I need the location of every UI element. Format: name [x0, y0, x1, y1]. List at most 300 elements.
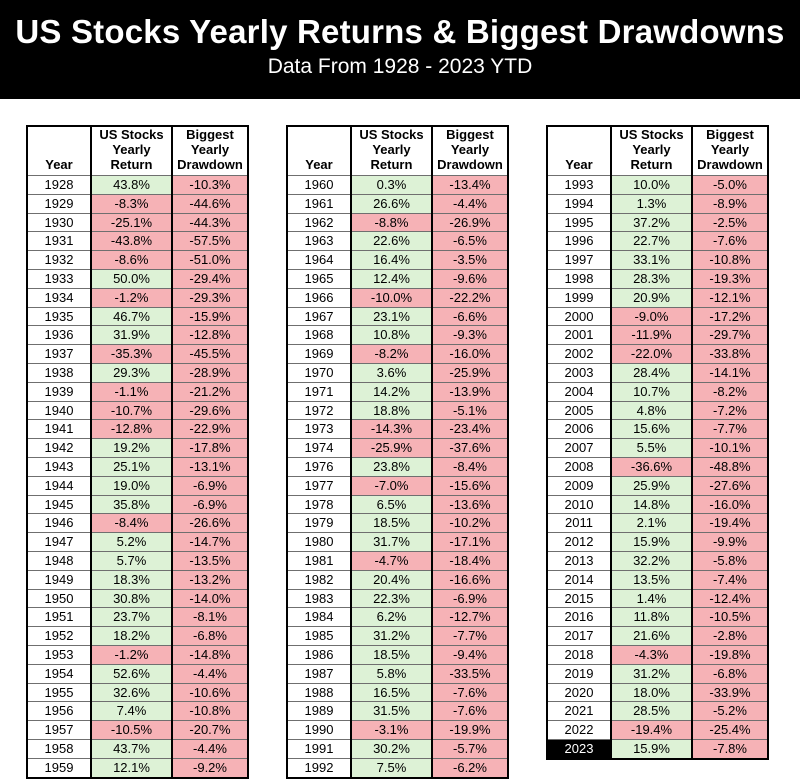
- drawdown-cell: -16.6%: [432, 570, 508, 589]
- return-cell: 23.1%: [351, 307, 432, 326]
- return-cell: 25.9%: [611, 476, 692, 495]
- drawdown-cell: -5.7%: [432, 739, 508, 758]
- year-cell: 1997: [547, 251, 611, 270]
- return-cell: 46.7%: [91, 307, 172, 326]
- year-cell: 1996: [547, 232, 611, 251]
- drawdown-cell: -33.5%: [432, 664, 508, 683]
- return-cell: -35.3%: [91, 345, 172, 364]
- return-cell: 18.2%: [91, 627, 172, 646]
- column-header: US Stocks Yearly Return: [611, 126, 692, 176]
- table-row: [287, 739, 508, 758]
- year-cell: 2013: [547, 551, 611, 570]
- table-row: [27, 721, 248, 740]
- return-cell: 15.6%: [611, 420, 692, 439]
- year-cell: 1999: [547, 288, 611, 307]
- year-cell: 2020: [547, 683, 611, 702]
- return-cell: 15.9%: [611, 739, 692, 758]
- return-cell: 25.1%: [91, 457, 172, 476]
- column-header: Biggest Yearly Drawdown: [172, 126, 248, 176]
- table-row: [27, 439, 248, 458]
- drawdown-cell: -10.2%: [432, 514, 508, 533]
- return-cell: -1.2%: [91, 288, 172, 307]
- table-row: [27, 495, 248, 514]
- return-cell: 52.6%: [91, 664, 172, 683]
- drawdown-cell: -10.3%: [172, 176, 248, 195]
- year-cell: 2001: [547, 326, 611, 345]
- year-cell: 1990: [287, 721, 351, 740]
- drawdown-cell: -48.8%: [692, 457, 768, 476]
- return-cell: 7.5%: [351, 758, 432, 777]
- table-row: [547, 551, 768, 570]
- drawdown-cell: -16.0%: [692, 495, 768, 514]
- year-cell: 1995: [547, 213, 611, 232]
- return-cell: -8.6%: [91, 251, 172, 270]
- header-row: [287, 126, 508, 176]
- drawdown-cell: -9.9%: [692, 533, 768, 552]
- return-cell: 18.0%: [611, 683, 692, 702]
- return-cell: -10.5%: [91, 721, 172, 740]
- year-cell: 2002: [547, 345, 611, 364]
- column-header: Year: [547, 126, 611, 176]
- table-row: [547, 382, 768, 401]
- table-row: [547, 570, 768, 589]
- year-cell: 1935: [27, 307, 91, 326]
- table-row: [287, 664, 508, 683]
- year-cell: 2016: [547, 608, 611, 627]
- year-cell: 1946: [27, 514, 91, 533]
- year-cell: 1971: [287, 382, 351, 401]
- year-cell: 1963: [287, 232, 351, 251]
- return-cell: -8.8%: [351, 213, 432, 232]
- return-cell: 5.2%: [91, 533, 172, 552]
- return-cell: 10.8%: [351, 326, 432, 345]
- return-cell: -25.9%: [351, 439, 432, 458]
- year-cell: 1955: [27, 683, 91, 702]
- return-cell: 31.9%: [91, 326, 172, 345]
- return-cell: -9.0%: [611, 307, 692, 326]
- year-cell: 1989: [287, 702, 351, 721]
- table-row: [547, 439, 768, 458]
- table-row: [547, 326, 768, 345]
- year-cell: 2018: [547, 645, 611, 664]
- drawdown-cell: -15.6%: [432, 476, 508, 495]
- year-cell: 1956: [27, 702, 91, 721]
- return-cell: -8.3%: [91, 194, 172, 213]
- year-cell: 1959: [27, 758, 91, 777]
- year-cell: 1933: [27, 269, 91, 288]
- table-row: [287, 645, 508, 664]
- year-cell: 1985: [287, 627, 351, 646]
- year-cell: 1954: [27, 664, 91, 683]
- drawdown-cell: -44.3%: [172, 213, 248, 232]
- return-cell: 5.8%: [351, 664, 432, 683]
- return-cell: 32.6%: [91, 683, 172, 702]
- year-cell: 2011: [547, 514, 611, 533]
- year-cell: 1957: [27, 721, 91, 740]
- table-row: [27, 739, 248, 758]
- return-cell: -3.1%: [351, 721, 432, 740]
- year-cell: 1940: [27, 401, 91, 420]
- year-cell: 1952: [27, 627, 91, 646]
- year-cell: 2023: [547, 739, 611, 758]
- drawdown-cell: -7.6%: [692, 232, 768, 251]
- return-cell: 43.7%: [91, 739, 172, 758]
- return-cell: -36.6%: [611, 457, 692, 476]
- year-cell: 1960: [287, 176, 351, 195]
- table-row: [547, 589, 768, 608]
- year-cell: 1991: [287, 739, 351, 758]
- return-cell: -12.8%: [91, 420, 172, 439]
- year-cell: 2000: [547, 307, 611, 326]
- drawdown-cell: -17.2%: [692, 307, 768, 326]
- return-cell: 26.6%: [351, 194, 432, 213]
- year-cell: 1943: [27, 457, 91, 476]
- table-row: [547, 232, 768, 251]
- column-header: Biggest Yearly Drawdown: [692, 126, 768, 176]
- title-banner: [0, 0, 800, 99]
- drawdown-cell: -13.4%: [432, 176, 508, 195]
- table-row: [27, 514, 248, 533]
- year-cell: 1993: [547, 176, 611, 195]
- table-row: [27, 269, 248, 288]
- drawdown-cell: -26.6%: [172, 514, 248, 533]
- year-cell: 2008: [547, 457, 611, 476]
- return-cell: 35.8%: [91, 495, 172, 514]
- table-row: [547, 514, 768, 533]
- return-cell: 14.2%: [351, 382, 432, 401]
- year-cell: 1948: [27, 551, 91, 570]
- return-cell: 31.2%: [611, 664, 692, 683]
- year-cell: 1988: [287, 683, 351, 702]
- table-row: [287, 608, 508, 627]
- return-cell: -8.2%: [351, 345, 432, 364]
- drawdown-cell: -12.1%: [692, 288, 768, 307]
- table-row: [287, 176, 508, 195]
- table-row: [287, 288, 508, 307]
- year-cell: 1962: [287, 213, 351, 232]
- return-cell: 20.9%: [611, 288, 692, 307]
- return-cell: 14.8%: [611, 495, 692, 514]
- drawdown-cell: -7.4%: [692, 570, 768, 589]
- year-cell: 1994: [547, 194, 611, 213]
- drawdown-cell: -10.8%: [172, 702, 248, 721]
- drawdown-cell: -14.8%: [172, 645, 248, 664]
- drawdown-cell: -19.9%: [432, 721, 508, 740]
- table-row: [547, 645, 768, 664]
- return-cell: 29.3%: [91, 363, 172, 382]
- drawdown-cell: -19.3%: [692, 269, 768, 288]
- return-cell: 5.7%: [91, 551, 172, 570]
- return-cell: -10.7%: [91, 401, 172, 420]
- return-cell: -43.8%: [91, 232, 172, 251]
- year-cell: 1968: [287, 326, 351, 345]
- year-cell: 1973: [287, 420, 351, 439]
- drawdown-cell: -5.0%: [692, 176, 768, 195]
- year-cell: 1937: [27, 345, 91, 364]
- return-cell: 2.1%: [611, 514, 692, 533]
- table-row: [287, 326, 508, 345]
- drawdown-cell: -19.4%: [692, 514, 768, 533]
- drawdown-cell: -26.9%: [432, 213, 508, 232]
- table-row: [547, 476, 768, 495]
- drawdown-cell: -6.8%: [172, 627, 248, 646]
- return-cell: -4.7%: [351, 551, 432, 570]
- year-cell: 1958: [27, 739, 91, 758]
- drawdown-cell: -7.2%: [692, 401, 768, 420]
- returns-table: [26, 125, 249, 779]
- return-cell: 33.1%: [611, 251, 692, 270]
- return-cell: 12.1%: [91, 758, 172, 777]
- return-cell: 30.2%: [351, 739, 432, 758]
- year-cell: 1949: [27, 570, 91, 589]
- drawdown-cell: -13.9%: [432, 382, 508, 401]
- table-row: [547, 307, 768, 326]
- column-header: Year: [287, 126, 351, 176]
- return-cell: 19.0%: [91, 476, 172, 495]
- returns-table-1993-2023: [546, 125, 769, 760]
- page-title: US Stocks Yearly Returns & Biggest Drawdowns: [15, 13, 785, 50]
- return-cell: 31.2%: [351, 627, 432, 646]
- table-row: [287, 363, 508, 382]
- table-row: [287, 194, 508, 213]
- page-subtitle: Data From 1928 - 2023 YTD: [267, 55, 533, 78]
- year-cell: 1964: [287, 251, 351, 270]
- drawdown-cell: -13.5%: [172, 551, 248, 570]
- table-row: [547, 721, 768, 740]
- drawdown-cell: -57.5%: [172, 232, 248, 251]
- column-header: Biggest Yearly Drawdown: [432, 126, 508, 176]
- return-cell: -8.4%: [91, 514, 172, 533]
- table-row: [27, 176, 248, 195]
- drawdown-cell: -4.4%: [432, 194, 508, 213]
- return-cell: -4.3%: [611, 645, 692, 664]
- drawdown-cell: -12.7%: [432, 608, 508, 627]
- returns-table: [286, 125, 509, 779]
- year-cell: 1947: [27, 533, 91, 552]
- column-header: US Stocks Yearly Return: [351, 126, 432, 176]
- drawdown-cell: -25.9%: [432, 363, 508, 382]
- drawdown-cell: -6.2%: [432, 758, 508, 777]
- table-row: [27, 213, 248, 232]
- drawdown-cell: -14.7%: [172, 533, 248, 552]
- return-cell: 15.9%: [611, 533, 692, 552]
- return-cell: 5.5%: [611, 439, 692, 458]
- table-row: [287, 570, 508, 589]
- returns-table-1960-1992: [286, 125, 509, 779]
- year-cell: 2009: [547, 476, 611, 495]
- table-row: [547, 702, 768, 721]
- year-cell: 2015: [547, 589, 611, 608]
- table-row: [287, 495, 508, 514]
- drawdown-cell: -5.2%: [692, 702, 768, 721]
- return-cell: 31.5%: [351, 702, 432, 721]
- return-cell: 22.7%: [611, 232, 692, 251]
- drawdown-cell: -9.6%: [432, 269, 508, 288]
- table-row: [27, 476, 248, 495]
- year-cell: 2006: [547, 420, 611, 439]
- table-row: [27, 627, 248, 646]
- drawdown-cell: -7.6%: [432, 702, 508, 721]
- return-cell: 22.6%: [351, 232, 432, 251]
- table-row: [547, 495, 768, 514]
- header-row: [547, 126, 768, 176]
- table-row: [287, 232, 508, 251]
- table-row: [287, 307, 508, 326]
- return-cell: 10.7%: [611, 382, 692, 401]
- table-row: [27, 457, 248, 476]
- table-row: [27, 288, 248, 307]
- return-cell: 6.5%: [351, 495, 432, 514]
- return-cell: 16.4%: [351, 251, 432, 270]
- year-cell: 1967: [287, 307, 351, 326]
- return-cell: 28.5%: [611, 702, 692, 721]
- return-cell: 4.8%: [611, 401, 692, 420]
- year-cell: 2017: [547, 627, 611, 646]
- year-cell: 1998: [547, 269, 611, 288]
- table-row: [287, 251, 508, 270]
- table-row: [287, 627, 508, 646]
- return-cell: 3.6%: [351, 363, 432, 382]
- return-cell: -1.2%: [91, 645, 172, 664]
- drawdown-cell: -7.7%: [692, 420, 768, 439]
- year-cell: 1981: [287, 551, 351, 570]
- year-cell: 2014: [547, 570, 611, 589]
- return-cell: 18.3%: [91, 570, 172, 589]
- year-cell: 1932: [27, 251, 91, 270]
- table-row: [27, 363, 248, 382]
- year-cell: 1980: [287, 533, 351, 552]
- return-cell: -14.3%: [351, 420, 432, 439]
- return-cell: 1.3%: [611, 194, 692, 213]
- return-cell: -22.0%: [611, 345, 692, 364]
- return-cell: 23.7%: [91, 608, 172, 627]
- year-cell: 1979: [287, 514, 351, 533]
- drawdown-cell: -29.4%: [172, 269, 248, 288]
- year-cell: 2005: [547, 401, 611, 420]
- table-row: [27, 683, 248, 702]
- year-cell: 1982: [287, 570, 351, 589]
- drawdown-cell: -33.8%: [692, 345, 768, 364]
- table-row: [547, 345, 768, 364]
- year-cell: 2012: [547, 533, 611, 552]
- table-row: [547, 194, 768, 213]
- drawdown-cell: -7.7%: [432, 627, 508, 646]
- drawdown-cell: -18.4%: [432, 551, 508, 570]
- return-cell: 10.0%: [611, 176, 692, 195]
- drawdown-cell: -12.4%: [692, 589, 768, 608]
- table-row: [287, 420, 508, 439]
- drawdown-cell: -13.6%: [432, 495, 508, 514]
- drawdown-cell: -13.2%: [172, 570, 248, 589]
- year-cell: 1970: [287, 363, 351, 382]
- table-row: [287, 533, 508, 552]
- table-row: [287, 345, 508, 364]
- table-row: [27, 382, 248, 401]
- table-row: [27, 307, 248, 326]
- drawdown-cell: -21.2%: [172, 382, 248, 401]
- year-cell: 1931: [27, 232, 91, 251]
- year-cell: 1951: [27, 608, 91, 627]
- year-cell: 1977: [287, 476, 351, 495]
- return-cell: -10.0%: [351, 288, 432, 307]
- return-cell: 32.2%: [611, 551, 692, 570]
- table-row: [287, 514, 508, 533]
- year-cell: 1992: [287, 758, 351, 777]
- return-cell: 16.5%: [351, 683, 432, 702]
- year-cell: 1969: [287, 345, 351, 364]
- year-cell: 1987: [287, 664, 351, 683]
- year-cell: 1938: [27, 363, 91, 382]
- year-cell: 1976: [287, 457, 351, 476]
- year-cell: 2010: [547, 495, 611, 514]
- drawdown-cell: -33.9%: [692, 683, 768, 702]
- drawdown-cell: -6.9%: [172, 476, 248, 495]
- drawdown-cell: -25.4%: [692, 721, 768, 740]
- drawdown-cell: -4.4%: [172, 664, 248, 683]
- table-row: [27, 401, 248, 420]
- year-cell: 1984: [287, 608, 351, 627]
- return-cell: 18.8%: [351, 401, 432, 420]
- table-row: [547, 627, 768, 646]
- drawdown-cell: -29.7%: [692, 326, 768, 345]
- drawdown-cell: -8.2%: [692, 382, 768, 401]
- table-row: [27, 345, 248, 364]
- table-row: [547, 401, 768, 420]
- table-row: [547, 683, 768, 702]
- return-cell: 1.4%: [611, 589, 692, 608]
- table-row: [547, 457, 768, 476]
- year-cell: 2019: [547, 664, 611, 683]
- drawdown-cell: -22.9%: [172, 420, 248, 439]
- year-cell: 1942: [27, 439, 91, 458]
- drawdown-cell: -6.8%: [692, 664, 768, 683]
- year-cell: 1978: [287, 495, 351, 514]
- table-row: [287, 213, 508, 232]
- drawdown-cell: -9.4%: [432, 645, 508, 664]
- drawdown-cell: -5.1%: [432, 401, 508, 420]
- table-row: [27, 232, 248, 251]
- return-cell: 11.8%: [611, 608, 692, 627]
- header-row: [27, 126, 248, 176]
- drawdown-cell: -29.3%: [172, 288, 248, 307]
- drawdown-cell: -44.6%: [172, 194, 248, 213]
- return-cell: 50.0%: [91, 269, 172, 288]
- column-header: Year: [27, 126, 91, 176]
- return-cell: 7.4%: [91, 702, 172, 721]
- return-cell: -19.4%: [611, 721, 692, 740]
- return-cell: -11.9%: [611, 326, 692, 345]
- table-row: [547, 420, 768, 439]
- table-row: [287, 457, 508, 476]
- table-row: [27, 251, 248, 270]
- return-cell: 18.5%: [351, 514, 432, 533]
- year-cell: 1934: [27, 288, 91, 307]
- year-cell: 1941: [27, 420, 91, 439]
- year-cell: 1961: [287, 194, 351, 213]
- drawdown-cell: -14.1%: [692, 363, 768, 382]
- return-cell: 28.4%: [611, 363, 692, 382]
- return-cell: -1.1%: [91, 382, 172, 401]
- drawdown-cell: -20.7%: [172, 721, 248, 740]
- table-row: [27, 551, 248, 570]
- table-row: [27, 589, 248, 608]
- returns-table: [546, 125, 769, 760]
- year-cell: 1939: [27, 382, 91, 401]
- table-row: [27, 326, 248, 345]
- drawdown-cell: -2.8%: [692, 627, 768, 646]
- year-cell: 2003: [547, 363, 611, 382]
- drawdown-cell: -10.6%: [172, 683, 248, 702]
